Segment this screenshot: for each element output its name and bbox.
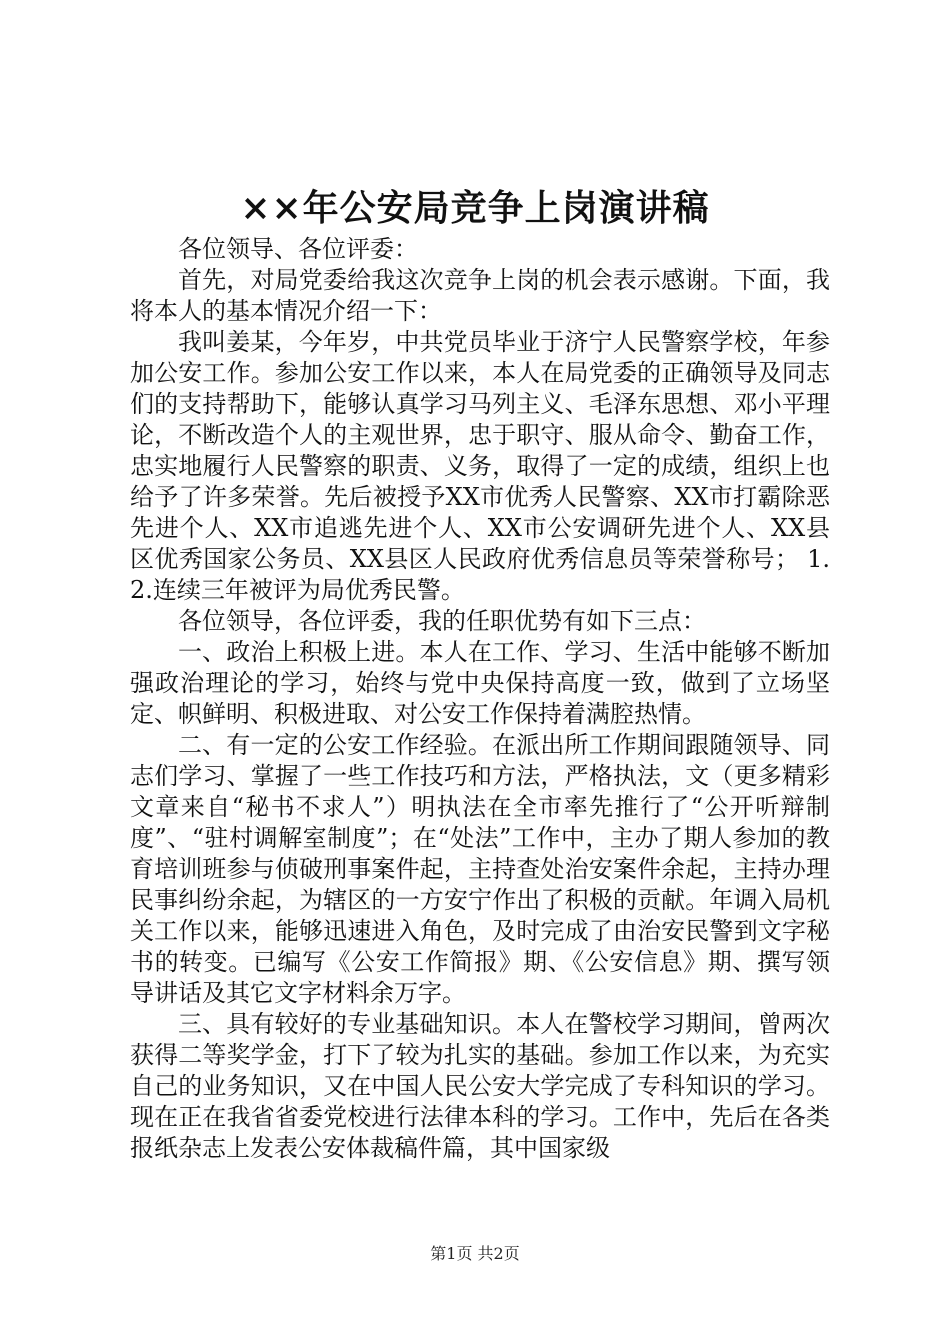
paragraph-opening: 首先，对局党委给我这次竞争上岗的机会表示感谢。下面，我将本人的基本情况介绍一下：: [130, 266, 830, 325]
paragraph-advantages-intro: 各位领导，各位评委，我的任职优势有如下三点：: [178, 607, 706, 635]
paragraph-salutation: 各位领导、各位评委：: [178, 235, 418, 263]
paragraph-background: 我叫姜某，今年岁，中共党员毕业于济宁人民警察学校，年参加公安工作。参加公安工作以来，本人在局党委的正确领导及同志们的支持帮助下，能够认真学习马列主义、毛泽东思想、邓小平理论，不断改造个人的主观世界，忠于职守、服从命令、勤奋工作，忠实地履行人民警察的职责、义务，取得了一定的成绩，组织上也给予了许多荣誉。先后被授予XX市优秀人民警察、XX市打霸除恶先进个人、XX市追逃先进个人、XX市公安调研先进个人、XX县区优秀国家公务员、XX县区人民政府优秀信息员等荣誉称号； 1.2.连续三年被评为局优秀民警。: [130, 328, 830, 604]
paragraph-advantage-3: 三、具有较好的专业基础知识。本人在警校学习期间，曾两次获得二等奖学金，打下了较为扎实的基础。参加工作以来，为充实自己的业务知识，又在中国人民公安大学完成了专科知识的学习。现在正在我省省委党校进行法律本科的学习。工作中，先后在各类报纸杂志上发表公安体裁稿件篇，其中国家级: [130, 1010, 830, 1162]
page-number-footer: 第1页 共2页: [430, 1244, 520, 1263]
document-body: [130, 234, 830, 1164]
document-title: ××年公安局竞争上岗演讲稿: [240, 187, 710, 229]
paragraph-advantage-1: 一、政治上积极上进。本人在工作、学习、生活中能够不断加强政治理论的学习，始终与党中央保持高度一致，做到了立场坚定、帜鲜明、积极进取、对公安工作保持着满腔热情。: [130, 638, 830, 728]
paragraph-advantage-2: 二、有一定的公安工作经验。在派出所工作期间跟随领导、同志们学习、掌握了一些工作技巧和方法，严格执法，文（更多精彩文章来自“秘书不求人”）明执法在全市率先推行了“公开听辩制度”、“驻村调解室制度”；在“处法”工作中，主办了期人参加的教育培训班参与侦破刑事案件起，主持查处治安案件余起，主持办理民事纠纷余起，为辖区的一方安宁作出了积极的贡献。年调入局机关工作以来，能够迅速进入角色，及时完成了由治安民警到文字秘书的转变。已编写《公安工作简报》期、《公安信息》期、撰写领导讲话及其它文字材料余万字。: [130, 731, 830, 1007]
